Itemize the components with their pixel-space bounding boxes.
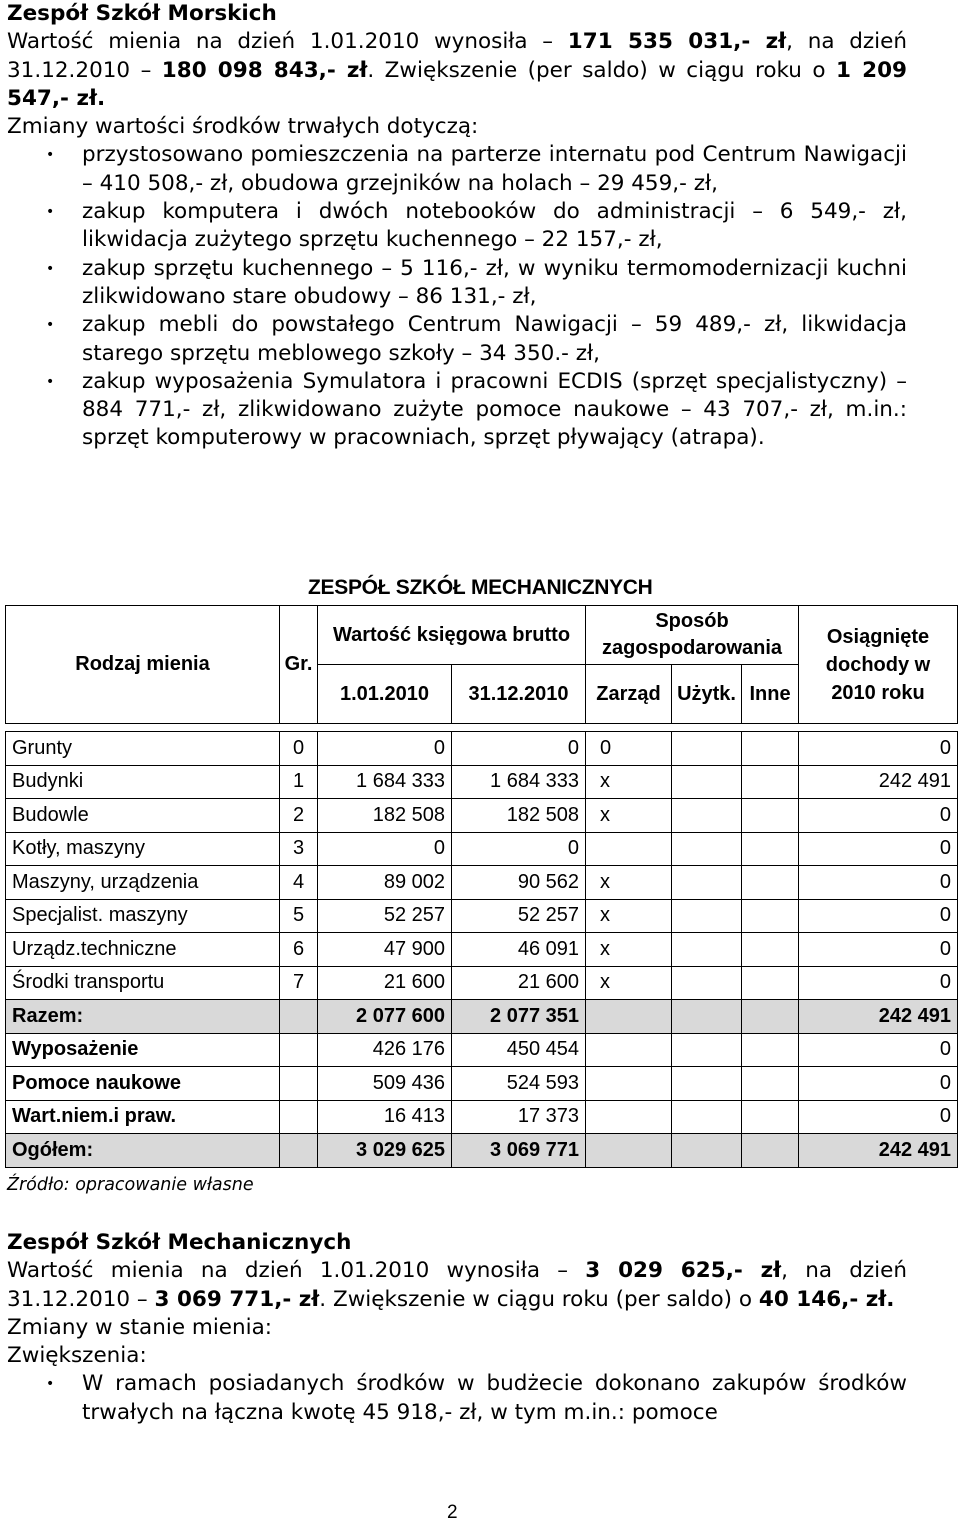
- header-sposob: Sposób zagospodarowania: [586, 606, 799, 665]
- table-cell-zarzad: x: [586, 765, 672, 799]
- table-cell-v2: 0: [452, 732, 586, 766]
- table-cell-uzytk: [672, 966, 742, 1000]
- table-row: [6, 899, 958, 933]
- table-row: [6, 866, 958, 900]
- table-cell-uzytk: [672, 1100, 742, 1134]
- table-cell-v2: 524 593: [452, 1067, 586, 1101]
- value-start: 3 029 625,- zł: [585, 1258, 782, 1284]
- increase-list: [7, 1370, 907, 1427]
- table-cell-gr: 4: [280, 866, 318, 900]
- table-cell-inne: [742, 1067, 799, 1101]
- bullet-icon: •: [46, 204, 55, 221]
- table-cell-doch: 242 491: [799, 765, 958, 799]
- table-cell-inne: [742, 1100, 799, 1134]
- table-cell-name: Pomoce naukowe: [6, 1067, 280, 1101]
- table-cell-v1: 16 413: [318, 1100, 452, 1134]
- table-cell-v1: 0: [318, 732, 452, 766]
- value-start: 171 535 031,- zł: [567, 29, 787, 55]
- list-item: [7, 141, 907, 198]
- table-cell-v2: 0: [452, 832, 586, 866]
- table-cell-zarzad: x: [586, 966, 672, 1000]
- table-cell-inne: [742, 732, 799, 766]
- table-cell-zarzad: x: [586, 866, 672, 900]
- table-cell-uzytk: [672, 732, 742, 766]
- table-cell-zarzad: [586, 832, 672, 866]
- table-cell-doch: 0: [799, 1033, 958, 1067]
- table-cell-v2: 46 091: [452, 933, 586, 967]
- value-end: 3 069 771,- zł: [154, 1286, 320, 1312]
- table-body: [6, 724, 958, 1168]
- table-cell-name: Kotły, maszyny: [6, 832, 280, 866]
- table-cell-name: Wart.niem.i praw.: [6, 1100, 280, 1134]
- table-cell-zarzad: x: [586, 899, 672, 933]
- list-item: [7, 198, 907, 255]
- table-row: [6, 1033, 958, 1067]
- table-cell-zarzad: [586, 1000, 672, 1034]
- table-cell-uzytk: [672, 1067, 742, 1101]
- header-wartosc: Wartość księgowa brutto: [318, 606, 586, 665]
- list-item: [7, 1370, 907, 1427]
- table-row: [6, 933, 958, 967]
- table-cell-gr: 3: [280, 832, 318, 866]
- table-cell-doch: 0: [799, 899, 958, 933]
- table-cell-zarzad: x: [586, 799, 672, 833]
- table-cell-inne: [742, 899, 799, 933]
- table-row: [6, 1000, 958, 1034]
- list-item: [7, 311, 907, 368]
- bullet-icon: •: [46, 373, 55, 390]
- table-row: [6, 1100, 958, 1134]
- changes-line: Zmiany w stanie mienia:: [7, 1314, 273, 1340]
- header-date-end: 31.12.2010: [452, 665, 586, 724]
- value-paragraph: [7, 28, 907, 113]
- list-item-text: przystosowano pomieszczenia na parterze internatu pod Centrum Nawigacji – 410 508,- zł, obudowa grzejników na holach – 29 459,- zł,: [82, 142, 907, 196]
- table-row: [6, 1067, 958, 1101]
- header-dochody: Osiągnięte dochody w 2010 roku: [799, 606, 958, 724]
- table-cell-uzytk: [672, 1000, 742, 1034]
- table-cell-v1: 1 684 333: [318, 765, 452, 799]
- list-item-text: W ramach posiadanych środków w budżecie dokonano zakupów środków trwałych na łączna kwotę 45 918,- zł, w tym m.in.: pomoce: [82, 1371, 907, 1425]
- table-cell-doch: 242 491: [799, 1000, 958, 1034]
- list-item-text: zakup mebli do powstałego Centrum Nawigacji – 59 489,- zł, likwidacja starego sprzętu meblowego szkoły – 34 350.- zł,: [82, 312, 907, 366]
- table-cell-v2: 3 069 771: [452, 1134, 586, 1168]
- table-cell-v1: 509 436: [318, 1067, 452, 1101]
- table-cell-doch: 0: [799, 966, 958, 1000]
- table-cell-name: Środki transportu: [6, 966, 280, 1000]
- table-cell-doch: 0: [799, 1100, 958, 1134]
- section-heading: Zespół Szkół Mechanicznych: [7, 1230, 352, 1255]
- table-cell-gr: 2: [280, 799, 318, 833]
- table-cell-uzytk: [672, 1033, 742, 1067]
- section-zsmech: [7, 1229, 907, 1427]
- table-cell-inne: [742, 1000, 799, 1034]
- changes-list: [7, 141, 907, 452]
- table-cell-v2: 52 257: [452, 899, 586, 933]
- text-run: , na dzień 31.12.2010 –: [7, 29, 907, 83]
- list-item-text: zakup sprzętu kuchennego – 5 116,- zł, w wyniku termomodernizacji kuchni zlikwidowano stare obudowy – 86 131,- zł,: [82, 255, 907, 309]
- table-cell-uzytk: [672, 866, 742, 900]
- header-gr: Gr.: [280, 606, 318, 724]
- table-cell-gr: 1: [280, 765, 318, 799]
- list-item-text: zakup wyposażenia Symulatora i pracowni ECDIS (sprzęt specjalistyczny) – 884 771,- zł, zlikwidowano zużyte pomoce naukowe – 43 707,- zł, m.in.: sprzęt komputerowy w pracowniach, sprzęt pływający (atrapa).: [82, 368, 907, 451]
- table-caption: ZESPÓŁ SZKÓŁ MECHANICZNYCH: [308, 576, 653, 599]
- table-cell-inne: [742, 799, 799, 833]
- table-row: [6, 966, 958, 1000]
- table-cell-gr: 7: [280, 966, 318, 1000]
- table-cell-doch: 0: [799, 732, 958, 766]
- table-cell-inne: [742, 765, 799, 799]
- table-cell-name: Budowle: [6, 799, 280, 833]
- list-item: [7, 255, 907, 312]
- table-cell-v2: 450 454: [452, 1033, 586, 1067]
- table-cell-v2: 1 684 333: [452, 765, 586, 799]
- table-row: [6, 832, 958, 866]
- table-cell-gr: [280, 1134, 318, 1168]
- table-cell-doch: 0: [799, 799, 958, 833]
- table-cell-v2: 17 373: [452, 1100, 586, 1134]
- text-run: . Zwiększenie (per saldo) w ciągu roku o: [367, 57, 837, 83]
- changes-intro: Zmiany wartości środków trwałych dotyczą:: [7, 114, 479, 140]
- text-run: Wartość mienia na dzień 1.01.2010 wynosiła –: [7, 29, 568, 55]
- section-zsm: [7, 0, 907, 453]
- header-zarzad: Zarząd: [586, 665, 672, 724]
- section-heading: Zespół Szkół Morskich: [7, 1, 277, 26]
- table-cell-doch: 0: [799, 1067, 958, 1101]
- assets-table: [5, 605, 958, 1168]
- table-row: [6, 1134, 958, 1168]
- table-cell-v1: 3 029 625: [318, 1134, 452, 1168]
- table-cell-zarzad: [586, 1033, 672, 1067]
- table-cell-name: Razem:: [6, 1000, 280, 1034]
- table-cell-v2: 21 600: [452, 966, 586, 1000]
- table-row: [6, 765, 958, 799]
- table-cell-gr: 5: [280, 899, 318, 933]
- table-cell-uzytk: [672, 1134, 742, 1168]
- table-cell-inne: [742, 966, 799, 1000]
- text-run: Wartość mienia na dzień 1.01.2010 wynosiła –: [7, 1258, 586, 1284]
- table-cell-zarzad: x: [586, 933, 672, 967]
- table-cell-v1: 52 257: [318, 899, 452, 933]
- header-uzytk: Użytk.: [672, 665, 742, 724]
- header-date-start: 1.01.2010: [318, 665, 452, 724]
- table-cell-uzytk: [672, 933, 742, 967]
- table-cell-name: Specjalist. maszyny: [6, 899, 280, 933]
- page-number: 2: [447, 1502, 458, 1523]
- text-run: , na dzień 31.12.2010 –: [7, 1258, 907, 1312]
- table-cell-name: Wyposażenie: [6, 1033, 280, 1067]
- table-cell-inne: [742, 933, 799, 967]
- table-cell-uzytk: [672, 832, 742, 866]
- table-cell-gr: [280, 1067, 318, 1101]
- table-cell-name: Budynki: [6, 765, 280, 799]
- table-cell-v1: 2 077 600: [318, 1000, 452, 1034]
- bullet-icon: •: [46, 147, 55, 164]
- table-cell-doch: 0: [799, 832, 958, 866]
- table-cell-v1: 21 600: [318, 966, 452, 1000]
- list-item-text: zakup komputera i dwóch notebooków do administracji – 6 549,- zł, likwidacja zużytego sprzętu kuchennego – 22 157,- zł,: [82, 199, 907, 253]
- table-cell-doch: 242 491: [799, 1134, 958, 1168]
- table-cell-v2: 2 077 351: [452, 1000, 586, 1034]
- table-cell-v1: 426 176: [318, 1033, 452, 1067]
- table-cell-gr: 6: [280, 933, 318, 967]
- table-cell-gr: [280, 1100, 318, 1134]
- list-item: [7, 368, 907, 453]
- bullet-icon: •: [46, 317, 55, 334]
- table-cell-name: Ogółem:: [6, 1134, 280, 1168]
- table-row: [6, 732, 958, 766]
- bullet-icon: •: [46, 260, 55, 277]
- header-inne: Inne: [742, 665, 799, 724]
- table-cell-v1: 182 508: [318, 799, 452, 833]
- table-cell-uzytk: [672, 799, 742, 833]
- table-row: [6, 799, 958, 833]
- table-cell-v1: 47 900: [318, 933, 452, 967]
- value-change: 1 209 547,- zł.: [7, 57, 907, 111]
- value-end: 180 098 843,- zł: [161, 57, 368, 83]
- table-cell-zarzad: [586, 1067, 672, 1101]
- table-cell-inne: [742, 832, 799, 866]
- table-cell-name: Grunty: [6, 732, 280, 766]
- table-cell-inne: [742, 1134, 799, 1168]
- header-rodzaj: Rodzaj mienia: [6, 606, 280, 724]
- table-cell-doch: 0: [799, 866, 958, 900]
- table-cell-v2: 182 508: [452, 799, 586, 833]
- table-cell-v2: 90 562: [452, 866, 586, 900]
- table-source: Źródło: opracowanie własne: [7, 1175, 254, 1195]
- bullet-icon: •: [46, 1376, 55, 1393]
- table-cell-doch: 0: [799, 933, 958, 967]
- table-cell-zarzad: [586, 1100, 672, 1134]
- value-change: 40 146,- zł.: [758, 1286, 895, 1312]
- table-cell-v1: 0: [318, 832, 452, 866]
- table-cell-inne: [742, 1033, 799, 1067]
- text-run: . Zwiększenie w ciągu roku (per saldo) o: [319, 1286, 759, 1312]
- table-cell-gr: 0: [280, 732, 318, 766]
- table-cell-inne: [742, 866, 799, 900]
- table-cell-gr: [280, 1033, 318, 1067]
- table-cell-zarzad: [586, 1134, 672, 1168]
- table-cell-name: Urządz.techniczne: [6, 933, 280, 967]
- table-cell-gr: [280, 1000, 318, 1034]
- table-cell-name: Maszyny, urządzenia: [6, 866, 280, 900]
- table-cell-zarzad: 0: [586, 732, 672, 766]
- table-cell-v1: 89 002: [318, 866, 452, 900]
- table-cell-uzytk: [672, 765, 742, 799]
- table-cell-uzytk: [672, 899, 742, 933]
- increase-line: Zwiększenia:: [7, 1343, 147, 1369]
- value-paragraph: [7, 1257, 907, 1314]
